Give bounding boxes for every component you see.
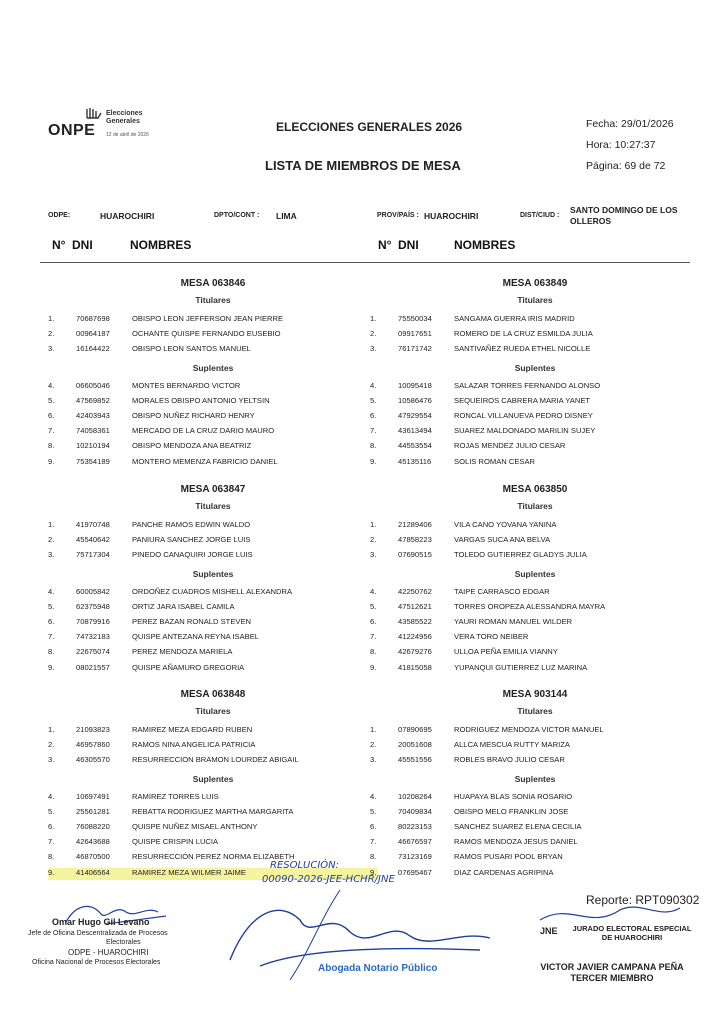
titulares-label: Titulares [517, 295, 553, 305]
member-name: VARGAS SUCA ANA BELVA [454, 535, 551, 545]
member-dni: 46305570 [76, 755, 110, 765]
member-number: 8. [48, 852, 55, 862]
titulares-label: Titulares [517, 501, 553, 511]
member-number: 2. [48, 535, 55, 545]
header-dni: DNI [398, 238, 419, 252]
dist-label: DIST/CIUD : [520, 212, 560, 219]
member-row [48, 792, 378, 804]
member-number: 4. [370, 586, 377, 596]
member-dni: 10208264 [398, 791, 432, 801]
prov-value: HUAROCHIRI [424, 211, 479, 221]
signatory-left-role-1: Jefe de Oficina Descentralizada de Procesos [28, 930, 168, 937]
titulares-label: Titulares [195, 706, 231, 716]
member-dni: 42250762 [398, 586, 432, 596]
member-dni: 42643688 [76, 837, 110, 847]
member-dni: 45540642 [76, 535, 110, 545]
mesa-title: MESA 063847 [180, 484, 246, 495]
member-number: 1. [48, 520, 55, 529]
member-name: RAMIREZ MEZA WILMER JAIME [132, 867, 246, 877]
member-name: RAMIREZ MEZA EDGARD RUBEN [132, 725, 253, 734]
member-number: 6. [48, 617, 55, 626]
member-row [370, 329, 700, 341]
signatory-left-role-2: Electorales [106, 939, 141, 946]
member-row [370, 837, 700, 849]
member-row [48, 381, 378, 393]
member-name: TOLEDO GUTIERREZ GLADYS JULIA [454, 550, 587, 560]
report-code: Reporte: RPT090302 [586, 893, 700, 907]
member-number: 1. [370, 725, 377, 734]
member-number: 9. [48, 867, 55, 877]
member-name: QUISPE AÑAMURO GREGORIA [132, 662, 245, 672]
member-number: 7. [370, 426, 377, 436]
member-number: 7. [48, 837, 55, 847]
member-dni: 41970748 [76, 520, 110, 529]
member-number: 2. [370, 535, 377, 545]
member-row [48, 755, 378, 767]
member-dni: 10697491 [76, 791, 110, 801]
member-name: HUAPAYA BLAS SONIA ROSARIO [454, 791, 573, 801]
member-name: OBISPO LEON JEFFERSON JEAN PIERRE [132, 314, 284, 323]
onpe-logo [48, 104, 168, 144]
member-name: MERCADO DE LA CRUZ DARIO MAURO [132, 426, 275, 436]
signatory-left-name: Omar Hugo Gil Levano [52, 917, 150, 927]
member-name: ALLCA MESCUA RUTTY MARIZA [454, 740, 570, 750]
member-number: 5. [370, 395, 377, 405]
member-name: OBISPO MELO FRANKLIN JOSE [454, 806, 569, 816]
member-dni: 44553554 [398, 441, 432, 451]
member-name: VERA TORO NEIBER [454, 632, 529, 642]
member-number: 9. [48, 456, 55, 466]
member-dni: 75717304 [76, 550, 110, 560]
member-dni: 21093823 [76, 725, 110, 734]
time-field: Hora: 10:27:37 [586, 139, 656, 151]
member-dni: 07695467 [398, 867, 432, 877]
member-row [370, 725, 700, 737]
member-row [48, 587, 378, 599]
member-name: RAMOS NINA ANGELICA PATRICIA [132, 740, 256, 750]
member-number: 2. [370, 740, 377, 750]
member-row [48, 740, 378, 752]
member-row [370, 602, 700, 614]
member-dni: 07690515 [398, 550, 432, 560]
member-name: ORTIZ JARA ISABEL CAMILA [132, 601, 235, 611]
suplentes-label: Suplentes [514, 568, 556, 579]
signature-left [46, 894, 196, 934]
member-row [48, 457, 378, 469]
member-row [370, 457, 700, 469]
document-subtitle: LISTA DE MIEMBROS DE MESA [265, 158, 461, 173]
member-dni: 07890695 [398, 725, 432, 734]
member-name: OBISPO NUÑEZ RICHARD HENRY [132, 411, 255, 420]
member-name: SANCHEZ SUAREZ ELENA CECILIA [454, 822, 582, 831]
member-row [48, 807, 378, 819]
member-number: 5. [370, 806, 377, 816]
member-name: SUAREZ MALDONADO MARILIN SUJEY [454, 426, 596, 436]
member-number: 6. [370, 617, 377, 626]
member-dni: 41406564 [76, 867, 110, 877]
member-number: 3. [370, 344, 377, 354]
member-number: 2. [48, 329, 55, 339]
signatory-left-role-3: ODPE - HUAROCHIRI [68, 948, 149, 957]
member-name: ORDOÑEZ CUADROS MISHELL ALEXANDRA [132, 586, 293, 596]
member-name: VILA CANO YOVANA YANINA [454, 520, 557, 529]
member-row [48, 411, 378, 423]
logo-date: 12 de abril de 2026 [106, 132, 149, 138]
member-row [370, 381, 700, 393]
member-number: 4. [48, 380, 55, 390]
odpe-value: HUAROCHIRI [100, 211, 155, 221]
member-number: 5. [48, 601, 55, 611]
member-row [370, 852, 700, 864]
handwritten-note-line-2: 00090-2026-JEE-HCHR/JNE [262, 874, 395, 885]
member-number: 8. [370, 852, 377, 862]
document-title: ELECCIONES GENERALES 2026 [276, 120, 463, 134]
member-name: ROMERO DE LA CRUZ ESMILDA JULIA [454, 329, 593, 339]
member-name: RODRIGUEZ MENDOZA VICTOR MANUEL [454, 725, 604, 734]
suplentes-label: Suplentes [514, 362, 556, 373]
member-number: 3. [370, 755, 377, 765]
member-name: OBISPO LEON SANTOS MANUEL [132, 344, 251, 354]
member-row [48, 426, 378, 438]
mesa-title: MESA 063850 [502, 484, 568, 495]
member-name: RESURRECCION BRAMON LOURDEZ ABIGAIL [132, 755, 299, 765]
member-dni: 42403943 [76, 411, 110, 420]
member-dni: 74732183 [76, 632, 110, 642]
member-name: SOLIS ROMAN CESAR [454, 456, 536, 466]
member-name: RONCAL VILLANUEVA PEDRO DISNEY [454, 411, 593, 420]
member-row [370, 441, 700, 453]
jne-stamp: JURADO ELECTORAL ESPECIAL DE HUAROCHIRI [572, 924, 692, 942]
member-number: 1. [48, 725, 55, 734]
member-dni: 75354189 [76, 456, 110, 466]
member-dni: 46870500 [76, 852, 110, 862]
member-dni: 46676597 [398, 837, 432, 847]
member-number: 8. [48, 441, 55, 451]
member-dni: 73123169 [398, 852, 432, 862]
member-number: 7. [48, 426, 55, 436]
member-number: 8. [370, 647, 377, 657]
member-row [48, 314, 378, 326]
member-number: 4. [48, 791, 55, 801]
member-name: RESURRECCIÓN PEREZ NORMA ELIZABETH [132, 852, 295, 862]
member-row [370, 822, 700, 834]
member-row [370, 632, 700, 644]
member-number: 8. [370, 441, 377, 451]
member-row [370, 396, 700, 408]
member-number: 5. [370, 601, 377, 611]
member-number: 6. [48, 822, 55, 831]
member-number: 1. [370, 314, 377, 323]
member-name: OCHANTE QUISPE FERNANDO EUSEBIO [132, 329, 281, 339]
member-dni: 70879916 [76, 617, 110, 626]
member-dni: 43613494 [398, 426, 432, 436]
ballot-hand-icon [84, 106, 106, 120]
member-dni: 70409834 [398, 806, 432, 816]
header-number: N° [378, 238, 392, 252]
member-number: 7. [370, 837, 377, 847]
member-row [370, 868, 700, 880]
member-dni: 25561281 [76, 806, 110, 816]
member-dni: 47858223 [398, 535, 432, 545]
titulares-label: Titulares [195, 295, 231, 305]
prov-label: PROV/PAÍS : [377, 212, 419, 219]
dist-value-line-2: OLLEROS [570, 216, 612, 226]
member-name: YAURI ROMAN MANUEL WILDER [454, 617, 573, 626]
odpe-label: ODPE: [48, 212, 71, 219]
member-row [370, 663, 700, 675]
member-number: 4. [370, 791, 377, 801]
member-name: DIAZ CARDENAS AGRIPINA [454, 867, 554, 877]
column-header-left [52, 238, 372, 260]
member-row [48, 647, 378, 659]
member-name: PINEDO CANAQUIRI JORGE LUIS [132, 550, 253, 560]
member-name: PANCHE RAMOS EDWIN WALDO [132, 520, 251, 529]
member-name: SALAZAR TORRES FERNANDO ALONSO [454, 380, 601, 390]
member-dni: 09917651 [398, 329, 432, 339]
member-name: PEREZ BAZAN RONALD STEVEN [132, 617, 251, 626]
member-number: 3. [370, 550, 377, 560]
member-dni: 41224956 [398, 632, 432, 642]
member-row [48, 602, 378, 614]
member-row [48, 617, 378, 629]
member-name: PEREZ MENDOZA MARIELA [132, 647, 233, 657]
member-row [48, 632, 378, 644]
member-dni: 80223153 [398, 822, 432, 831]
member-dni: 06605046 [76, 380, 110, 390]
member-row [370, 617, 700, 629]
member-row [370, 550, 700, 562]
member-dni: 21289406 [398, 520, 432, 529]
member-row [370, 426, 700, 438]
member-number: 5. [48, 806, 55, 816]
logo-brand: ONPE [48, 122, 96, 139]
member-row [370, 647, 700, 659]
member-dni: 74058361 [76, 426, 110, 436]
member-row [48, 441, 378, 453]
header-nombres: NOMBRES [130, 238, 192, 252]
member-number: 3. [48, 550, 55, 560]
member-number: 2. [370, 329, 377, 339]
member-row [370, 792, 700, 804]
member-number: 1. [370, 520, 377, 529]
member-row [48, 837, 378, 849]
suplentes-label: Suplentes [514, 773, 556, 784]
member-dni: 22675074 [76, 647, 110, 657]
member-row [370, 314, 700, 326]
header-rule [40, 262, 690, 263]
signatory-right: VICTOR JAVIER CAMPANA PEÑA TERCER MIEMBRO [540, 962, 684, 983]
member-name: ULLOA PEÑA EMILIA VIANNY [454, 647, 558, 657]
member-number: 6. [48, 411, 55, 420]
member-number: 6. [370, 411, 377, 420]
member-dni: 10095418 [398, 380, 432, 390]
member-name: MONTERO MEMENZA FABRICIO DANIEL [132, 456, 278, 466]
member-name: MONTES BERNARDO VICTOR [132, 380, 241, 390]
member-dni: 08021557 [76, 662, 110, 672]
handwritten-note-line-1: RESOLUCIÓN: [270, 860, 340, 871]
member-name: QUISPE NUÑEZ MISAEL ANTHONY [132, 822, 258, 831]
jne-logo: JNE [540, 926, 558, 936]
member-number: 1. [48, 314, 55, 323]
member-number: 6. [370, 822, 377, 831]
member-name: REBATTA RODRIGUEZ MARTHA MARGARITA [132, 806, 294, 816]
member-row [48, 663, 378, 675]
member-dni: 45135116 [398, 456, 432, 466]
header-dni: DNI [72, 238, 93, 252]
member-name: ROJAS MENDEZ JULIO CESAR [454, 441, 566, 451]
member-name: TORRES OROPEZA ALESSANDRA MAYRA [454, 601, 606, 611]
column-header-right [378, 238, 698, 260]
member-name: ROBLES BRAVO JULIO CESAR [454, 755, 565, 765]
member-number: 9. [370, 456, 377, 466]
member-dni: 76088220 [76, 822, 110, 831]
member-row [48, 396, 378, 408]
member-row [48, 822, 378, 834]
member-dni: 42679276 [398, 647, 432, 657]
member-dni: 41815058 [398, 662, 432, 672]
member-number: 8. [48, 647, 55, 657]
suplentes-label: Suplentes [192, 362, 234, 373]
member-number: 4. [370, 380, 377, 390]
logo-lines: Elecciones Generales [106, 110, 143, 125]
suplentes-label: Suplentes [192, 568, 234, 579]
member-dni: 20051608 [398, 740, 432, 750]
mesa-title: MESA 063849 [502, 278, 568, 289]
suplentes-label: Suplentes [192, 773, 234, 784]
member-dni: 47929554 [398, 411, 432, 420]
member-row [48, 344, 378, 356]
member-name: SANTIVAÑEZ RUEDA ETHEL NICOLLE [454, 344, 591, 354]
dpto-label: DPTO/CONT : [214, 212, 260, 219]
member-number: 7. [370, 632, 377, 642]
member-name: QUISPE ANTEZANA REYNA ISABEL [132, 632, 260, 642]
dpto-value: LIMA [276, 211, 297, 221]
member-name: RAMOS MENDOZA JESUS DANIEL [454, 837, 578, 847]
member-name: TAIPE CARRASCO EDGAR [454, 586, 550, 596]
member-dni: 70687698 [76, 314, 110, 323]
member-dni: 47569852 [76, 395, 110, 405]
titulares-label: Titulares [195, 501, 231, 511]
member-number: 9. [48, 662, 55, 672]
member-number: 9. [370, 662, 377, 672]
member-dni: 43585522 [398, 617, 432, 626]
member-number: 3. [48, 344, 55, 354]
member-dni: 62375948 [76, 601, 110, 611]
member-name: SANGAMA GUERRA IRIS MADRID [454, 314, 575, 323]
member-dni: 10586476 [398, 395, 432, 405]
member-row [370, 807, 700, 819]
titulares-label: Titulares [517, 706, 553, 716]
member-row [370, 755, 700, 767]
header-nombres: NOMBRES [454, 238, 516, 252]
member-number: 2. [48, 740, 55, 750]
member-name: PANIURA SANCHEZ JORGE LUIS [132, 535, 251, 545]
member-row [370, 411, 700, 423]
member-row [48, 550, 378, 562]
signatory-left-role-4: Oficina Nacional de Procesos Electorales [32, 959, 161, 966]
member-name: MORALES OBISPO ANTONIO YELTSIN [132, 395, 270, 405]
member-dni: 47512621 [398, 601, 432, 611]
member-row [370, 344, 700, 356]
dist-value-line-1: SANTO DOMINGO DE LOS [570, 205, 678, 215]
member-name: RAMIREZ TORRES LUIS [132, 791, 219, 801]
member-dni: 75550034 [398, 314, 432, 323]
header-number: N° [52, 238, 66, 252]
member-row [370, 520, 700, 532]
member-number: 4. [48, 586, 55, 596]
date-field: Fecha: 29/01/2026 [586, 118, 674, 130]
member-name: SEQUEIROS CABRERA MARIA YANET [454, 395, 591, 405]
member-dni: 16164422 [76, 344, 110, 354]
member-dni: 10210194 [76, 441, 110, 451]
member-row [370, 535, 700, 547]
mesa-title: MESA 063846 [180, 278, 246, 289]
member-dni: 45551556 [398, 755, 432, 765]
member-number: 9. [370, 867, 377, 877]
member-name: RAMOS PUSARI POOL BRYAN [454, 852, 563, 862]
notary-stamp: Abogada Notario Público [318, 963, 438, 974]
member-row [48, 725, 378, 737]
member-dni: 76171742 [398, 344, 432, 354]
member-name: YUPANQUI GUTIERREZ LUZ MARINA [454, 662, 588, 672]
member-dni: 00964187 [76, 329, 110, 339]
member-number: 3. [48, 755, 55, 765]
member-number: 5. [48, 395, 55, 405]
member-dni: 46957860 [76, 740, 110, 750]
mesa-title: MESA 063848 [180, 689, 246, 700]
member-row [48, 535, 378, 547]
mesa-title: MESA 903144 [502, 689, 568, 700]
member-name: OBISPO MENDOZA ANA BEATRIZ [132, 441, 252, 451]
member-name: QUISPE CRISPIN LUCIA [132, 837, 219, 847]
member-row [370, 740, 700, 752]
member-dni: 60005842 [76, 586, 110, 596]
member-row [48, 520, 378, 532]
member-row [48, 329, 378, 341]
member-number: 7. [48, 632, 55, 642]
page-number: Página: 69 de 72 [586, 160, 666, 172]
member-row [370, 587, 700, 599]
